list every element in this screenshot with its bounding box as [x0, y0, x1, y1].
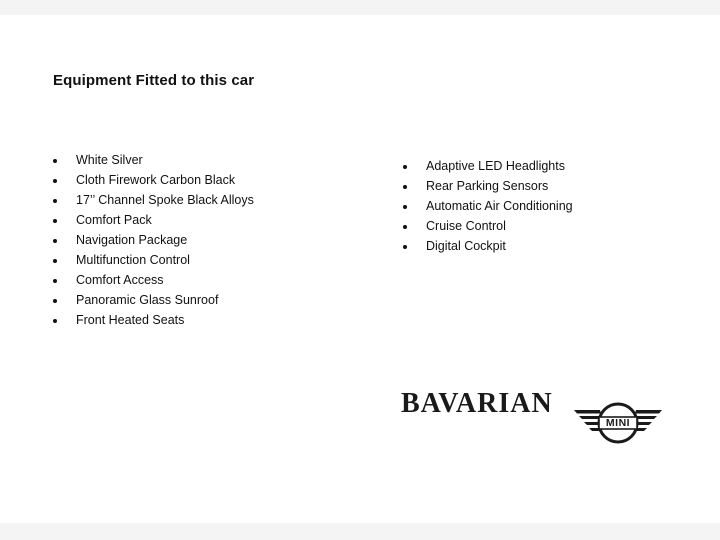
equipment-item-label: 17’’ Channel Spoke Black Alloys	[76, 193, 254, 207]
bullet-icon	[53, 159, 57, 163]
equipment-item	[53, 310, 254, 330]
bullet-icon	[53, 179, 57, 183]
equipment-item-label: Comfort Access	[76, 273, 164, 287]
bullet-icon	[53, 299, 57, 303]
equipment-item	[53, 250, 254, 270]
equipment-item-label: Comfort Pack	[76, 213, 152, 227]
bullet-icon	[53, 219, 57, 223]
equipment-item	[403, 216, 573, 236]
bullet-icon	[403, 245, 407, 249]
page-title: Equipment Fitted to this car	[53, 72, 255, 89]
equipment-list-right	[403, 156, 573, 256]
bullet-icon	[53, 279, 57, 283]
equipment-item	[53, 210, 254, 230]
bullet-icon	[53, 259, 57, 263]
dealer-logo-text: BAVARIAN	[401, 388, 553, 419]
equipment-item	[403, 156, 573, 176]
equipment-list-left	[53, 150, 254, 330]
equipment-item-label: Navigation Package	[76, 233, 188, 247]
equipment-item-label: Front Heated Seats	[76, 313, 185, 327]
equipment-item-label: Cruise Control	[426, 219, 506, 233]
equipment-item	[53, 230, 254, 250]
equipment-item	[403, 236, 573, 256]
mini-logo	[572, 400, 664, 446]
equipment-item	[53, 290, 254, 310]
equipment-item-label: Panoramic Glass Sunroof	[76, 293, 219, 307]
equipment-item	[53, 270, 254, 290]
equipment-item	[53, 190, 254, 210]
bullet-icon	[53, 239, 57, 243]
bullet-icon	[403, 205, 407, 209]
bullet-icon	[403, 185, 407, 189]
bullet-icon	[403, 165, 407, 169]
equipment-item-label: Automatic Air Conditioning	[426, 199, 573, 213]
equipment-item-label: Cloth Firework Carbon Black	[76, 173, 236, 187]
equipment-item-label: Rear Parking Sensors	[426, 179, 549, 193]
mini-logo-text: MINI	[605, 417, 631, 429]
equipment-item	[403, 196, 573, 216]
equipment-item	[53, 150, 254, 170]
bullet-icon	[53, 199, 57, 203]
equipment-sheet	[0, 15, 720, 523]
bullet-icon	[403, 225, 407, 229]
equipment-item	[403, 176, 573, 196]
equipment-item-label: White Silver	[76, 153, 143, 167]
equipment-item-label: Adaptive LED Headlights	[426, 159, 565, 173]
bullet-icon	[53, 319, 57, 323]
equipment-item-label: Digital Cockpit	[426, 239, 506, 253]
equipment-item	[53, 170, 254, 190]
equipment-item-label: Multifunction Control	[76, 253, 190, 267]
